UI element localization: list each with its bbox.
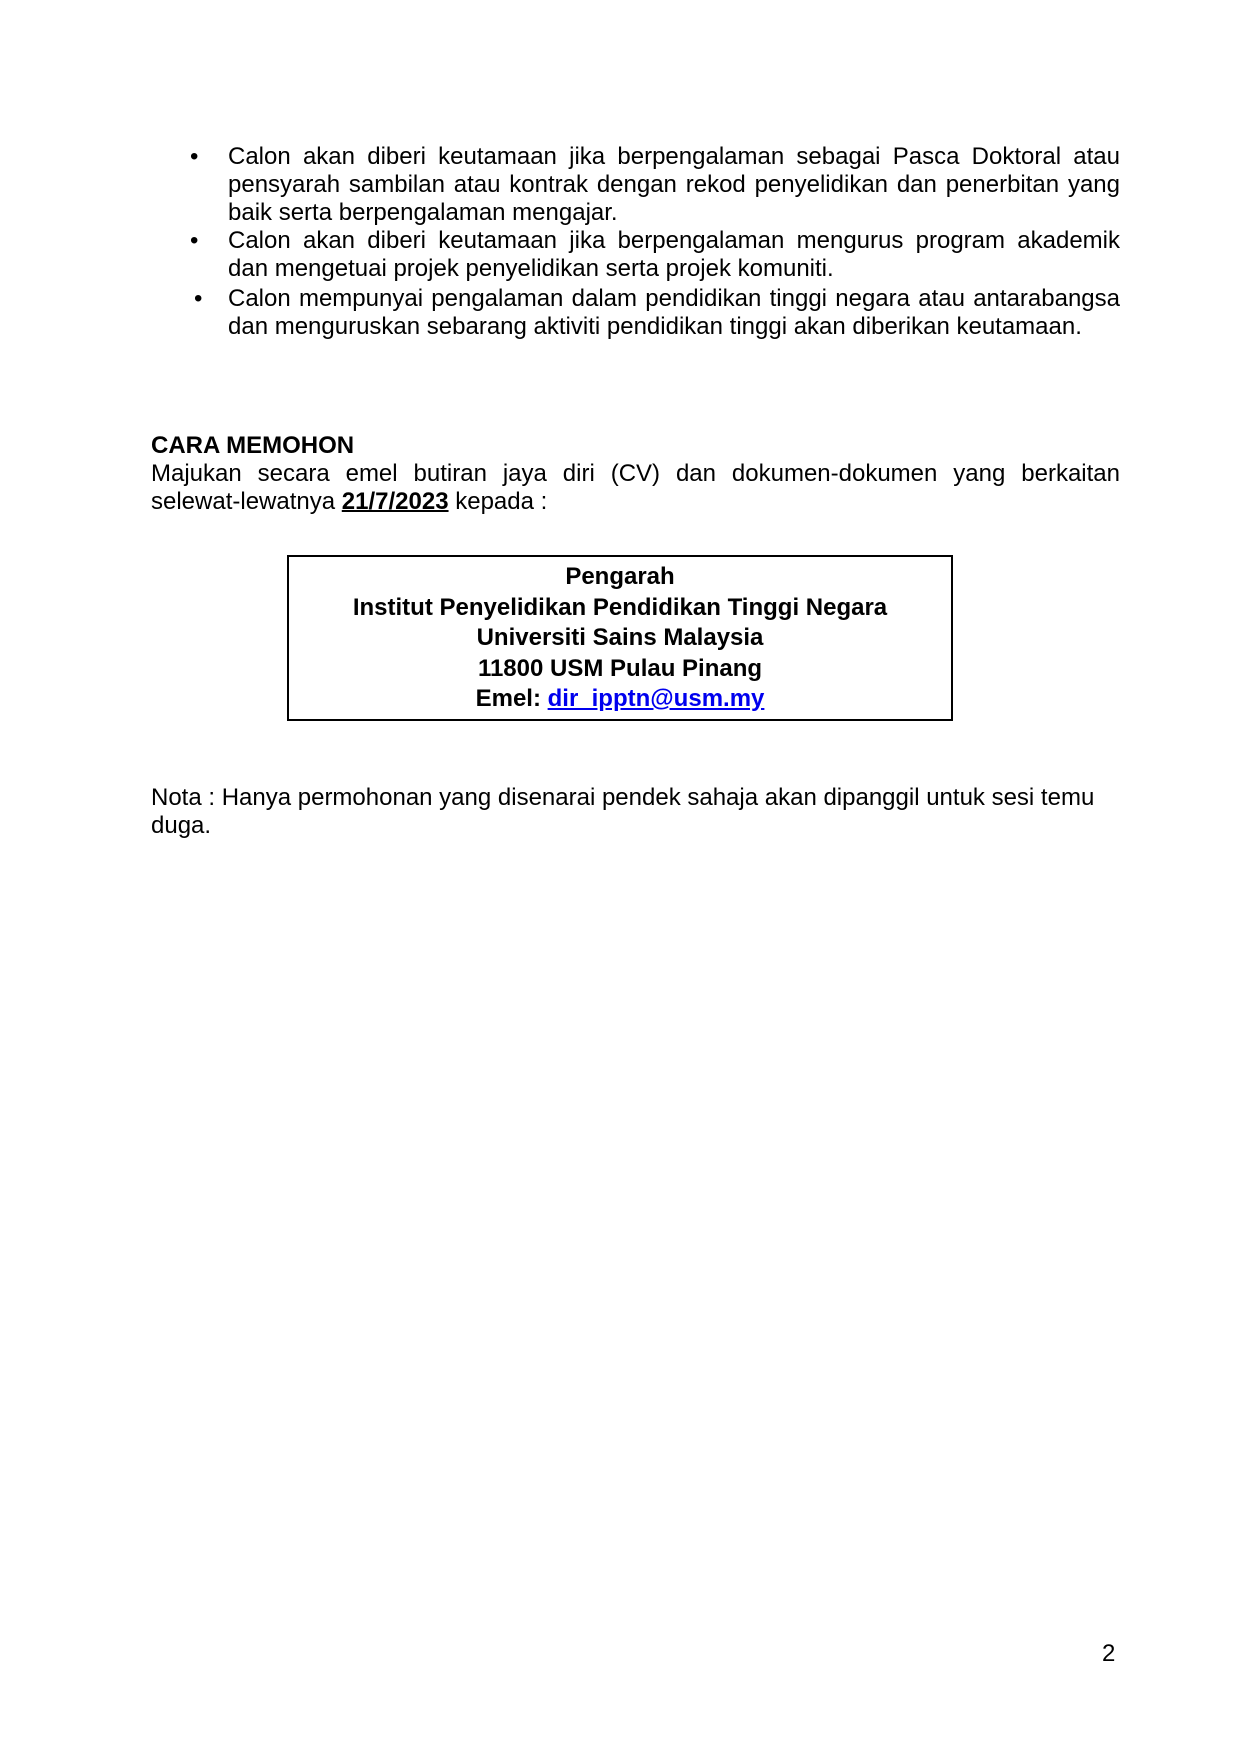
list-item <box>190 285 1120 341</box>
bullet-text: Calon akan diberi keutamaan jika berpengalaman sebagai Pasca Doktoral atau pensyarah sambilan atau kontrak dengan rekod penyelidikan dan penerbitan yang baik serta berpengalaman mengajar. <box>228 143 1120 226</box>
email-link[interactable]: dir_ipptn@usm.my <box>547 685 765 712</box>
bullet-text: Calon akan diberi keutamaan jika berpengalaman mengurus program akademik dan mengetuai projek penyelidikan serta projek komuniti. <box>228 227 1120 282</box>
section-heading: CARA MEMOHON <box>151 432 355 459</box>
address-institute: Institut Penyelidikan Pendidikan Tinggi Negara <box>352 593 888 621</box>
bullet-text: Calon mempunyai pengalaman dalam pendidikan tinggi negara atau antarabangsa dan menguruskan sebarang aktiviti pendidikan tinggi akan diberikan keutamaan. <box>228 285 1120 340</box>
instruction-text-end: kepada : <box>448 488 548 515</box>
bullet-icon: • <box>190 227 199 254</box>
address-postcode: 11800 USM Pulau Pinang <box>477 654 763 682</box>
deadline-date: 21/7/2023 <box>341 488 449 515</box>
requirements-list <box>190 143 1120 341</box>
address-box <box>287 555 953 721</box>
list-item <box>190 227 1120 283</box>
address-title: Pengarah <box>565 563 675 590</box>
note-text: Nota : Hanya permohonan yang disenarai pendek sahaja akan dipanggil untuk sesi temu duga. <box>151 784 1095 839</box>
bullet-icon: • <box>194 285 203 312</box>
instruction-text: Majukan secara emel butiran jaya diri (CV) dan dokumen-dokumen yang berkaitan selewat-lewatnya <box>151 460 1120 515</box>
address-email-line <box>289 684 951 715</box>
bullet-icon: • <box>190 143 199 170</box>
instruction-paragraph <box>151 460 1120 516</box>
address-university: Universiti Sains Malaysia <box>476 624 764 651</box>
page-number: 2 <box>1102 1640 1116 1667</box>
list-item <box>190 143 1120 227</box>
email-label: Emel: <box>475 685 548 712</box>
